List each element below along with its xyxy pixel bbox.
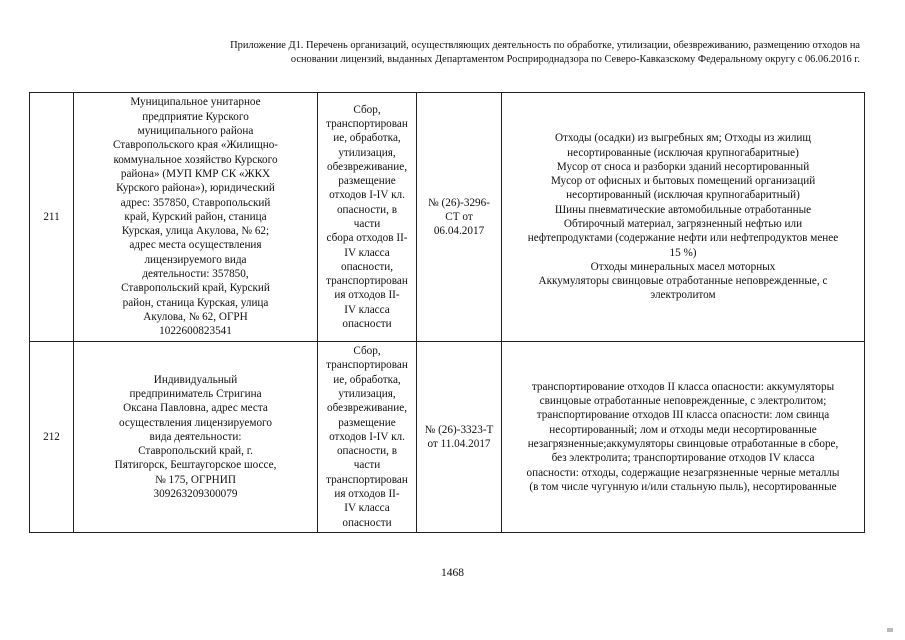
organization-cell xyxy=(74,93,318,342)
waste-types: транспортирование отходов II класса опасности: аккумуляторы свинцовые отработанные неповрежденные, с электролитом; транспортирование отходов III класса опасности: лом свинца несортированный; лом и отходы меди несортированные незагрязненные;аккумуляторы свинцовые отработанные в сборе, без электролита; транспортирование отходов IV класса опасности: отходы, содержащие незагрязненные черные металлы (в том числе чугунную и/или стальную пыль), несортированные xyxy=(526,380,840,493)
waste-cell xyxy=(502,342,865,533)
row-number: 212 xyxy=(43,430,60,443)
table-row xyxy=(30,93,865,342)
title-line-1: Приложение Д1. Перечень организаций, осуществляющих деятельность по обработке, утилизации, обезвреживанию, размещению отходов на xyxy=(230,40,860,51)
document-title xyxy=(70,39,860,67)
organization-details: Индивидуальный предприниматель Стригина Оксана Павловна, адрес места осуществления лицензируемого вида деятельности: Ставропольский край, г. Пятигорск, Бештаугорское шоссе, № 175, ОГРНИП 309263209300079 xyxy=(114,373,277,501)
waste-types: Отходы (осадки) из выгребных ям; Отходы из жилищ несортированные (исключая крупногабаритные) Мусор от сноса и разборки зданий несортированный Мусор от офисных и бытовых помещений организаций несортированный (исключая крупногабаритный) Шины пневматические автомобильные отработанные Обтирочный материал, загрязненный нефтью или нефтепродуктами (содержание нефти или нефтепродуктов менее 15 %) Отходы минеральных масел моторных Аккумуляторы свинцовые отработанные неповрежденные, с электролитом xyxy=(527,132,839,302)
license-number: № (26)-3296- СТ от 06.04.2017 xyxy=(428,196,490,238)
row-number-cell xyxy=(30,93,74,342)
page-number: 1468 xyxy=(441,567,464,579)
row-number-cell xyxy=(30,342,74,533)
license-number: № (26)-3323-Т от 11.04.2017 xyxy=(424,423,494,450)
license-cell xyxy=(417,93,502,342)
scan-artifact xyxy=(887,628,893,632)
row-number: 211 xyxy=(43,210,60,223)
organizations-table xyxy=(29,92,865,533)
activity-types: Сбор, транспортирован ие, обработка, утилизация, обезвреживание, размещение отходов I-IV кл. опасности, в части сбора отходов II- IV класса опасности, транспортирован ия отходов II- IV класса опасности xyxy=(326,103,408,331)
activity-cell xyxy=(318,342,417,533)
organization-details: Муниципальное унитарное предприятие Курского муниципального района Ставропольского края «Жилищно- коммунальное хозяйство Курского района» (МУП КМР СК «ЖКХ Курского района»), юридический адрес: 357850, Ставропольский край, Курский район, станица Курская, улица Акулова, № 62; адрес места осуществления лицензируемого вида деятельности: 357850, Ставропольский край, Курский район, станица Курская, улица Акулова, № 62, ОГРН 1022600823541 xyxy=(112,96,279,338)
table-row xyxy=(30,342,865,533)
activity-types: Сбор, транспортирован ие, обработка, утилизация, обезвреживание, размещение отходов I-IV кл. опасности, в части транспортирован ия отходов II- IV класса опасности xyxy=(326,345,408,529)
title-line-2: основании лицензий, выданных Департаментом Росприроднадзора по Северо-Кавказскому Федеральному округу с 06.06.2016 г. xyxy=(290,54,860,65)
license-cell xyxy=(417,342,502,533)
activity-cell xyxy=(318,93,417,342)
organization-cell xyxy=(74,342,318,533)
waste-cell xyxy=(502,93,865,342)
